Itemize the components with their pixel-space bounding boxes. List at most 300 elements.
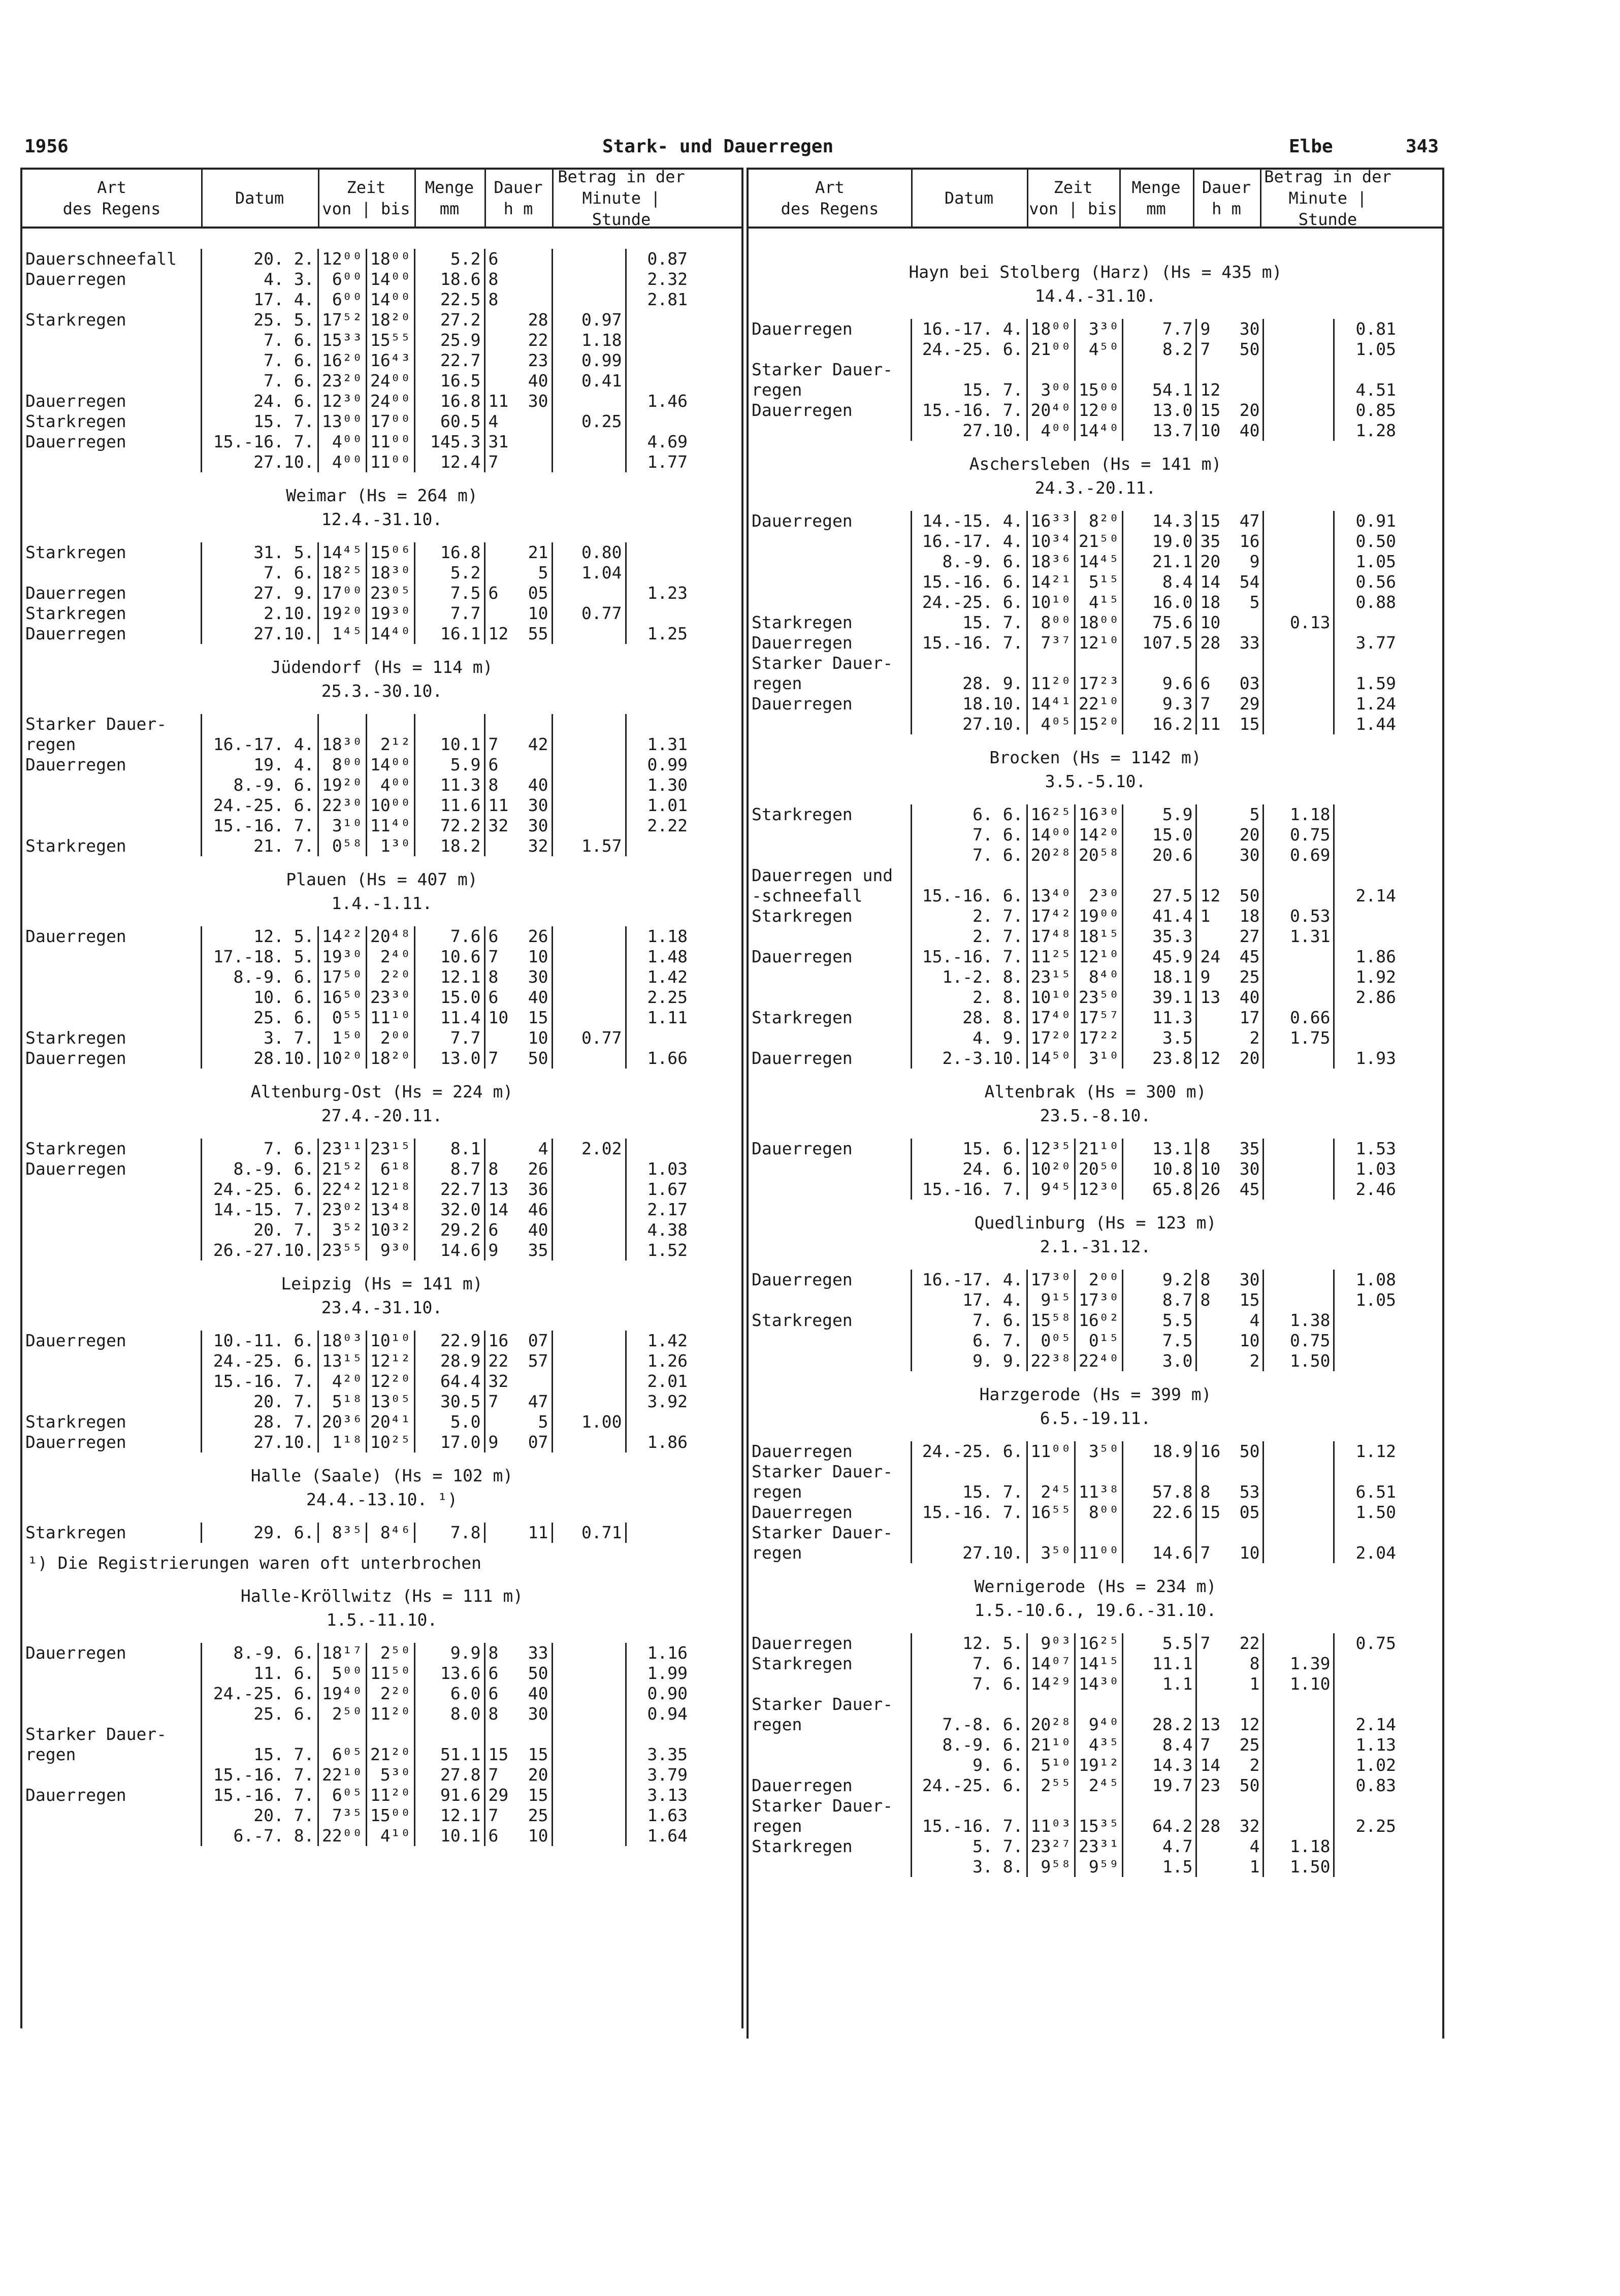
cell-art: regen [25, 1744, 76, 1764]
cell-dauer-m: 26 [528, 1159, 548, 1179]
cell-dauer-m: 07 [528, 1331, 548, 1350]
cell-betrag-stunde: 3.79 [626, 1765, 691, 1785]
year: 1956 [24, 136, 69, 157]
cell-menge: 18.9 [1123, 1441, 1196, 1462]
cell-betrag-minute [552, 1240, 626, 1260]
cell-menge: 72.2 [414, 816, 484, 836]
cell-betrag-minute [552, 947, 626, 967]
cell-betrag-stunde [1334, 1331, 1399, 1351]
cell-bis: 18⁰⁰ [1075, 612, 1122, 633]
cell-dauer-h: 11 [484, 795, 519, 816]
cell-art: Dauerregen [25, 269, 126, 289]
cell-menge: 5.2 [414, 249, 484, 269]
cell-menge [1123, 1523, 1196, 1543]
cell-datum: 8.-9. 6. [201, 1159, 318, 1179]
cell-menge: 16.8 [414, 391, 484, 411]
cell-dauer-h: 6 [484, 987, 519, 1008]
rain-event-table [749, 1633, 1399, 1877]
header-betrag: Betrag in der Minute | Stunde [558, 167, 685, 229]
cell-bis: 11⁰⁰ [366, 452, 414, 472]
cell-art [22, 987, 201, 1008]
cell-von: 18⁰³ [318, 1331, 366, 1351]
cell-art [22, 967, 201, 987]
cell-von [1027, 1796, 1075, 1816]
cell-betrag-minute: 2.02 [552, 1139, 626, 1159]
cell-dauer-h: 8 [1196, 1270, 1230, 1290]
cell-von: 17⁴⁰ [1027, 1008, 1075, 1028]
cell-dauer-m [1230, 653, 1263, 673]
table-row [22, 1412, 691, 1432]
station-heading: Weimar (Hs = 264 m) [286, 486, 478, 505]
cell-von: 3⁵⁰ [1027, 1543, 1075, 1563]
cell-von [318, 1724, 366, 1744]
cell-datum: 24.-25. 6. [201, 1684, 318, 1704]
cell-datum: 25. 6. [201, 1008, 318, 1028]
rain-event-table [22, 1139, 691, 1260]
cell-dauer-h: 6 [484, 249, 519, 269]
cell-von: 5¹⁸ [318, 1392, 366, 1412]
cell-art: Starkregen [752, 1836, 853, 1856]
cell-von: 23²⁷ [1027, 1836, 1075, 1857]
cell-von: 13¹⁵ [318, 1351, 366, 1371]
station-period: 23.5.-8.10. [1040, 1106, 1151, 1125]
cell-datum: 15.-16. 7. [201, 816, 318, 836]
table-row [749, 967, 1399, 987]
cell-von: 23¹⁵ [1027, 967, 1075, 987]
cell-datum: 27.10. [201, 452, 318, 472]
cell-dauer-m: 10 [1239, 1543, 1260, 1563]
table-row [22, 1048, 691, 1069]
cell-dauer-h: 7 [1196, 1633, 1230, 1654]
cell-datum: 15. 7. [201, 1744, 318, 1765]
cell-betrag-minute [552, 1704, 626, 1724]
cell-menge: 15.0 [414, 987, 484, 1008]
cell-von: 7³⁵ [318, 1805, 366, 1826]
cell-betrag-stunde: 2.04 [1334, 1543, 1399, 1563]
cell-von: 14⁵⁰ [1027, 1048, 1075, 1069]
cell-von [1027, 1694, 1075, 1715]
rain-event-table [22, 542, 691, 644]
cell-dauer-m [519, 714, 552, 734]
table-row [22, 967, 691, 987]
cell-betrag-stunde [1334, 906, 1399, 926]
table-row [22, 583, 691, 603]
cell-dauer-h: 31 [484, 432, 519, 452]
station-heading: Brocken (Hs = 1142 m) [989, 748, 1202, 767]
cell-dauer-m: 05 [528, 583, 548, 603]
cell-dauer-h [1196, 360, 1230, 380]
cell-dauer-m: 40 [528, 1684, 548, 1703]
cell-dauer-h: 15 [1196, 400, 1230, 421]
table-row [749, 865, 1399, 886]
cell-betrag-minute [552, 1048, 626, 1069]
cell-art: Dauerregen [25, 755, 126, 774]
cell-betrag-stunde: 1.52 [626, 1240, 691, 1260]
header-zeit: Zeit von | bis [322, 178, 410, 218]
cell-art: regen [752, 673, 802, 693]
cell-betrag-minute [552, 734, 626, 755]
cell-betrag-stunde: 1.63 [626, 1805, 691, 1826]
cell-menge: 3.5 [1123, 1028, 1196, 1048]
cell-dauer-m: 28 [528, 310, 548, 330]
cell-datum: 21. 7. [201, 836, 318, 856]
cell-art [22, 452, 201, 472]
cell-datum: 8.-9. 6. [201, 967, 318, 987]
cell-menge: 18.1 [1123, 967, 1196, 987]
table-body [749, 229, 1442, 1877]
cell-menge: 14.3 [1123, 511, 1196, 531]
cell-dauer-h [484, 1724, 519, 1744]
cell-dauer-h: 15 [1196, 511, 1230, 531]
cell-art [749, 1028, 911, 1048]
cell-art: Dauerregen [752, 400, 853, 420]
cell-datum: 29. 6. [201, 1523, 318, 1543]
cell-betrag-stunde [1334, 865, 1399, 886]
cell-menge: 27.2 [414, 310, 484, 330]
cell-dauer-m: 25 [1239, 1735, 1260, 1755]
cell-betrag-minute [552, 1331, 626, 1351]
cell-von: 6⁰⁰ [318, 269, 366, 289]
cell-dauer-m: 15 [1239, 714, 1260, 734]
cell-datum: 15.-16. 6. [911, 572, 1027, 592]
cell-betrag-minute [1263, 1775, 1334, 1796]
cell-datum: 16.-17. 4. [911, 319, 1027, 339]
cell-dauer-m: 40 [528, 775, 548, 795]
table-row [22, 1805, 691, 1826]
cell-menge: 12.4 [414, 452, 484, 472]
cell-datum: 25. 5. [201, 310, 318, 330]
cell-von: 10²⁰ [318, 1048, 366, 1069]
cell-datum: 2. 7. [911, 926, 1027, 947]
cell-menge: 28.2 [1123, 1715, 1196, 1735]
table-row [22, 1765, 691, 1785]
cell-betrag-stunde: 2.14 [1334, 886, 1399, 906]
cell-betrag-stunde: 1.31 [626, 734, 691, 755]
table-row [22, 452, 691, 472]
cell-menge: 64.2 [1123, 1816, 1196, 1836]
cell-bis: 21¹⁰ [1075, 1139, 1122, 1159]
rain-event-table [22, 249, 691, 472]
cell-datum: 4. 9. [911, 1028, 1027, 1048]
cell-menge [1123, 1462, 1196, 1482]
cell-betrag-minute [1263, 360, 1334, 380]
cell-dauer-m: 25 [1239, 967, 1260, 987]
cell-dauer-h: 28 [1196, 1816, 1230, 1836]
cell-dauer-h: 10 [484, 1008, 519, 1028]
cell-dauer-m: 50 [528, 1663, 548, 1683]
table-row [22, 563, 691, 583]
cell-dauer-h: 7 [484, 1765, 519, 1785]
cell-art: Starkregen [752, 804, 853, 824]
cell-von: 7³⁷ [1027, 633, 1075, 653]
cell-von: 22³⁰ [318, 795, 366, 816]
cell-betrag-minute [1263, 1755, 1334, 1775]
cell-menge: 9.2 [1123, 1270, 1196, 1290]
cell-betrag-stunde: 4.51 [1334, 380, 1399, 400]
table-row [749, 1048, 1399, 1069]
table-row [749, 1270, 1399, 1290]
cell-betrag-stunde: 1.02 [1334, 1755, 1399, 1775]
cell-betrag-minute [1263, 1694, 1334, 1715]
cell-menge: 5.5 [1123, 1310, 1196, 1331]
cell-datum [911, 1523, 1027, 1543]
cell-betrag-stunde: 1.01 [626, 795, 691, 816]
cell-datum: 27.10. [911, 421, 1027, 441]
table-row [749, 1694, 1399, 1715]
table-row [22, 624, 691, 644]
table-row [22, 816, 691, 836]
cell-von: 8³⁵ [318, 1523, 366, 1543]
cell-betrag-minute: 1.75 [1263, 1028, 1334, 1048]
station-period: 27.4.-20.11. [321, 1106, 443, 1125]
cell-von: 12³⁵ [1027, 1139, 1075, 1159]
cell-betrag-minute [552, 1684, 626, 1704]
cell-dauer-m [1230, 1796, 1263, 1816]
cell-datum: 31. 5. [201, 542, 318, 563]
cell-menge: 7.7 [414, 1028, 484, 1048]
cell-dauer-m: 03 [1239, 673, 1260, 693]
cell-betrag-stunde: 2.17 [626, 1200, 691, 1220]
cell-art [22, 1826, 201, 1846]
cell-art: Starker Dauer- [752, 1462, 893, 1481]
cell-von: 3¹⁰ [318, 816, 366, 836]
cell-menge: 20.6 [1123, 845, 1196, 865]
cell-dauer-m: 8 [1249, 1654, 1260, 1673]
cell-dauer-h: 11 [484, 391, 519, 411]
cell-art [749, 714, 911, 734]
cell-bis: 18³⁰ [366, 563, 414, 583]
cell-datum: 27.10. [201, 624, 318, 644]
cell-bis: 18¹⁵ [1075, 926, 1122, 947]
cell-dauer-h [484, 836, 519, 856]
cell-art: Dauerregen [752, 319, 853, 339]
cell-dauer-h: 14 [484, 1200, 519, 1220]
cell-art [749, 987, 911, 1008]
cell-dauer-h: 7 [1196, 1543, 1230, 1563]
cell-betrag-minute [552, 1432, 626, 1452]
cell-menge: 27.8 [414, 1765, 484, 1785]
cell-art [22, 371, 201, 391]
cell-menge: 11.4 [414, 1008, 484, 1028]
cell-von: 16²⁵ [1027, 804, 1075, 825]
cell-datum: 24.-25. 6. [911, 592, 1027, 612]
cell-datum: 15. 6. [911, 1139, 1027, 1159]
table-row [749, 572, 1399, 592]
cell-von: 2⁵⁰ [318, 1704, 366, 1724]
cell-menge: 14.6 [1123, 1543, 1196, 1563]
cell-dauer-m: 1 [1249, 1674, 1260, 1694]
cell-datum: 20. 7. [201, 1805, 318, 1826]
cell-von: 18⁰⁰ [1027, 319, 1075, 339]
table-row [749, 1159, 1399, 1179]
cell-menge: 21.1 [1123, 552, 1196, 572]
table-row [749, 1755, 1399, 1775]
table-row [22, 542, 691, 563]
cell-dauer-h: 8 [1196, 1290, 1230, 1310]
cell-bis: 2¹² [366, 734, 414, 755]
cell-dauer-m: 2 [1249, 1755, 1260, 1775]
cell-dauer-h: 11 [1196, 714, 1230, 734]
cell-datum: 28. 9. [911, 673, 1027, 694]
table-row [22, 1785, 691, 1805]
cell-bis: 14⁴⁵ [1075, 552, 1122, 572]
cell-dauer-m: 2 [1249, 1028, 1260, 1048]
table-row [749, 1139, 1399, 1159]
cell-menge: 16.0 [1123, 592, 1196, 612]
cell-betrag-stunde: 1.92 [1334, 967, 1399, 987]
cell-dauer-m [1230, 360, 1263, 380]
station-period: 24.3.-20.11. [1034, 478, 1156, 498]
cell-dauer-h: 6 [1196, 673, 1230, 694]
cell-datum: 16.-17. 4. [911, 531, 1027, 552]
cell-betrag-stunde [1334, 1674, 1399, 1694]
cell-dauer-h: 6 [484, 1684, 519, 1704]
cell-von: 10¹⁰ [1027, 987, 1075, 1008]
cell-datum: 5. 7. [911, 1836, 1027, 1857]
cell-betrag-stunde [626, 310, 691, 330]
cell-betrag-minute [1263, 1482, 1334, 1502]
cell-art: Dauerregen [752, 633, 853, 653]
cell-bis: 15²⁰ [1075, 714, 1122, 734]
cell-dauer-m: 22 [1239, 1633, 1260, 1653]
table-row [22, 603, 691, 624]
cell-betrag-minute [552, 1179, 626, 1200]
rain-event-table [749, 511, 1399, 734]
cell-art: Starker Dauer- [752, 360, 893, 379]
cell-datum: 28. 8. [911, 1008, 1027, 1028]
table-row [749, 673, 1399, 694]
cell-art: Starkregen [752, 906, 853, 926]
cell-dauer-m: 15 [528, 1785, 548, 1805]
cell-dauer-m: 50 [528, 1048, 548, 1068]
cell-menge: 22.6 [1123, 1502, 1196, 1523]
cell-datum: 25. 6. [201, 1704, 318, 1724]
cell-art: Starker Dauer- [25, 714, 167, 734]
cell-betrag-minute [552, 1220, 626, 1240]
cell-dauer-m: 23 [528, 350, 548, 370]
cell-datum: 7. 6. [201, 563, 318, 583]
cell-dauer-m: 15 [528, 1008, 548, 1027]
cell-von: 10³⁴ [1027, 531, 1075, 552]
cell-art [749, 592, 911, 612]
cell-datum: 7. 6. [911, 1654, 1027, 1674]
cell-dauer-h: 7 [1196, 339, 1230, 360]
cell-von: 14²² [318, 926, 366, 947]
cell-betrag-stunde: 0.90 [626, 1684, 691, 1704]
cell-bis: 22¹⁰ [1075, 694, 1122, 714]
cell-von: 6⁰⁵ [318, 1785, 366, 1805]
cell-betrag-minute [552, 967, 626, 987]
cell-art: Starkregen [25, 310, 126, 330]
cell-menge: 13.6 [414, 1663, 484, 1684]
cell-betrag-stunde: 1.12 [1334, 1441, 1399, 1462]
cell-art: regen [752, 380, 802, 400]
cell-bis: 4¹⁰ [366, 1826, 414, 1846]
cell-datum: 3. 8. [911, 1857, 1027, 1877]
cell-dauer-h: 8 [1196, 1482, 1230, 1502]
cell-betrag-minute [1263, 1048, 1334, 1069]
cell-betrag-minute [1263, 1633, 1334, 1654]
table-row [22, 1724, 691, 1744]
cell-betrag-stunde [626, 330, 691, 350]
cell-bis: 23¹⁵ [366, 1139, 414, 1159]
cell-menge: 9.3 [1123, 694, 1196, 714]
cell-menge: 75.6 [1123, 612, 1196, 633]
cell-dauer-h [1196, 1462, 1230, 1482]
cell-betrag-minute [552, 624, 626, 644]
rain-event-table [749, 319, 1399, 441]
cell-art: regen [25, 734, 76, 754]
cell-dauer-m: 15 [528, 1744, 548, 1764]
cell-art [22, 1240, 201, 1260]
table-row [22, 1826, 691, 1846]
cell-datum: 27.10. [911, 714, 1027, 734]
cell-betrag-stunde [1334, 845, 1399, 865]
cell-datum: 10.-11. 6. [201, 1331, 318, 1351]
cell-datum: 7. 6. [911, 1310, 1027, 1331]
cell-datum: 3. 7. [201, 1028, 318, 1048]
cell-datum: 28. 7. [201, 1412, 318, 1432]
cell-dauer-m: 50 [1239, 886, 1260, 906]
cell-datum: 7. 6. [201, 1139, 318, 1159]
table-row [749, 1857, 1399, 1877]
cell-menge: 9.6 [1123, 673, 1196, 694]
cell-von: 2⁵⁵ [1027, 1775, 1075, 1796]
cell-betrag-minute [1263, 1735, 1334, 1755]
cell-dauer-h [1196, 1310, 1230, 1331]
page-title: Stark- und Dauerregen [602, 136, 834, 157]
cell-dauer-h [484, 714, 519, 734]
cell-dauer-h: 8 [484, 1704, 519, 1724]
cell-bis: 2²⁰ [366, 967, 414, 987]
cell-von: 19⁴⁰ [318, 1684, 366, 1704]
cell-betrag-minute [1263, 380, 1334, 400]
cell-menge: 16.8 [414, 542, 484, 563]
cell-dauer-m [519, 452, 552, 472]
cell-menge: 51.1 [414, 1744, 484, 1765]
table-column-header [22, 168, 741, 229]
table-row [22, 755, 691, 775]
cell-bis [1075, 360, 1122, 380]
cell-dauer-m: 53 [1239, 1482, 1260, 1502]
cell-von: 22⁴² [318, 1179, 366, 1200]
cell-datum: 18.10. [911, 694, 1027, 714]
cell-menge: 18.2 [414, 836, 484, 856]
cell-art: Dauerregen [25, 1331, 126, 1350]
cell-betrag-minute [1263, 552, 1334, 572]
cell-von: 21¹⁰ [1027, 1735, 1075, 1755]
cell-art [749, 1159, 911, 1179]
cell-bis: 12⁰⁰ [1075, 400, 1122, 421]
cell-von: 17⁵² [318, 310, 366, 330]
cell-dauer-h [484, 563, 519, 583]
cell-datum: 8.-9. 6. [201, 775, 318, 795]
cell-menge: 8.2 [1123, 339, 1196, 360]
cell-bis: 11⁴⁰ [366, 816, 414, 836]
table-row [22, 795, 691, 816]
cell-dauer-h: 8 [484, 289, 519, 310]
table-row [749, 845, 1399, 865]
cell-dauer-m: 50 [1239, 339, 1260, 359]
cell-dauer-m: 11 [528, 1523, 548, 1542]
cell-dauer-h: 7 [484, 734, 519, 755]
table-row [749, 1331, 1399, 1351]
cell-von: 1⁴⁵ [318, 624, 366, 644]
cell-betrag-minute [1263, 653, 1334, 673]
cell-von: 17³⁰ [1027, 1270, 1075, 1290]
cell-dauer-m: 05 [1239, 1502, 1260, 1522]
cell-datum: 15.-16. 7. [911, 1179, 1027, 1200]
